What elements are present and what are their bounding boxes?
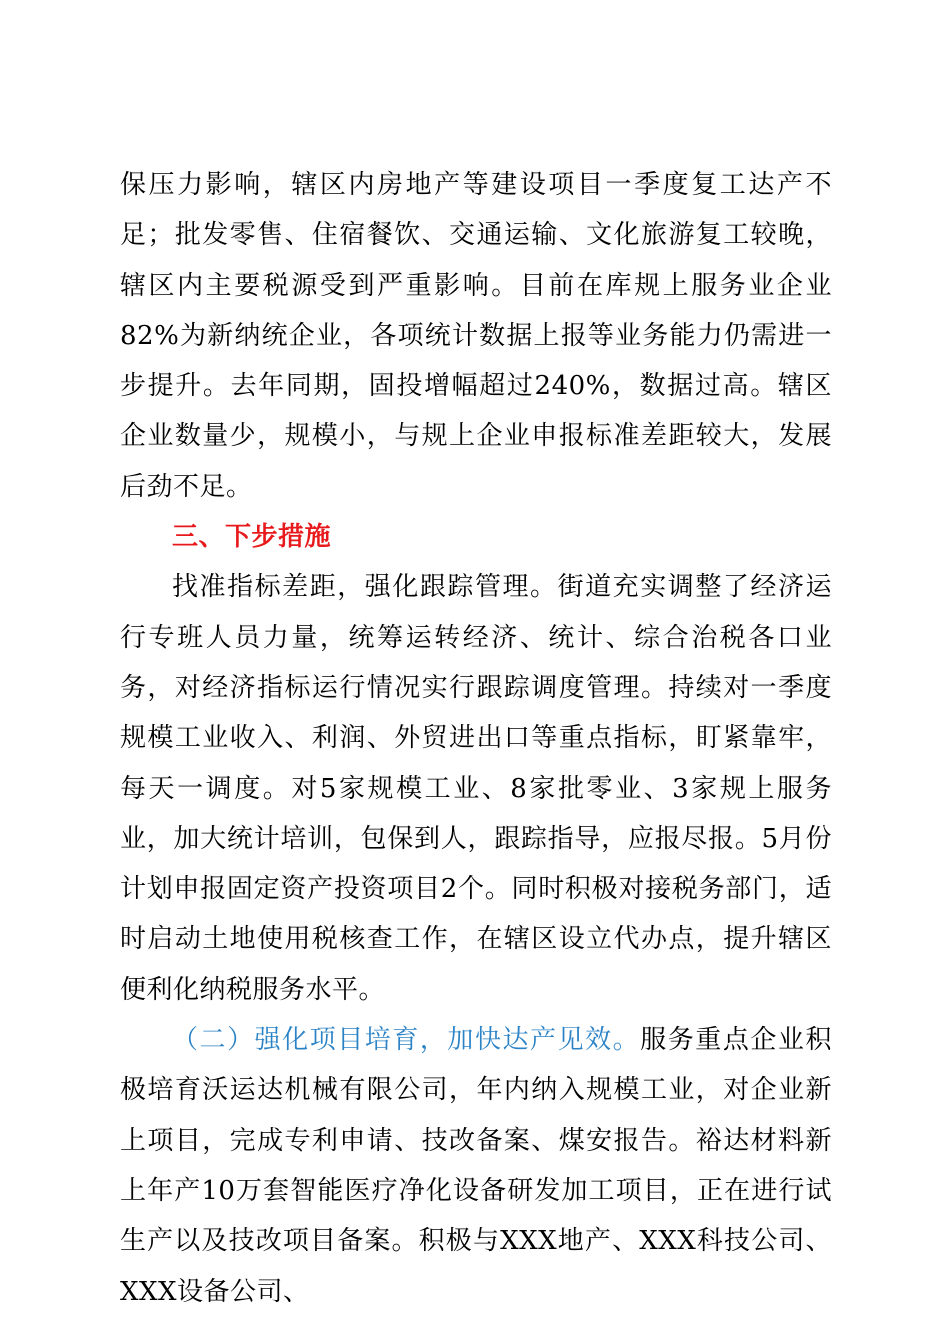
- body-paragraph-3: [120, 1015, 832, 1317]
- body-paragraph-1: 保压力影响，辖区内房地产等建设项目一季度复工达产不足；批发零售、住宿餐饮、交通运输、文化旅游复工较晚，辖区内主要税源受到严重影响。目前在库规上服务业企业82%为新纳统企业，各项统计数据上报等业务能力仍需进一步提升。去年同期，固投增幅超过240%，数据过高。辖区企业数量少，规模小，与规上企业申报标准差距较大，发展后劲不足。: [120, 170, 832, 502]
- body-paragraph-3-text: 服务重点企业积极培育沃运达机械有限公司，年内纳入规模工业，对企业新上项目，完成专利申请、技改备案、煤安报告。裕达材料新上年产10万套智能医疗净化设备研发加工项目，正在进行试生产以及技改项目备案。积极与XXX地产、XXX科技公司、XXX设备公司、: [120, 1025, 832, 1307]
- subsection-heading: （二）强化项目培育，加快达产见效。: [172, 1025, 641, 1056]
- document-body: [120, 160, 832, 1317]
- section-heading: 三、下步措施: [172, 522, 332, 553]
- body-paragraph-2: 找准指标差距，强化跟踪管理。街道充实调整了经济运行专班人员力量，统筹运转经济、统计、综合治税各口业务，对经济指标运行情况实行跟踪调度管理。持续对一季度规模工业收入、利润、外贸进出口等重点指标，盯紧靠牢，每天一调度。对5家规模工业、8家批零业、3家规上服务业，加大统计培训，包保到人，跟踪指导，应报尽报。5月份计划申报固定资产投资项目2个。同时积极对接税务部门，适时启动土地使用税核查工作，在辖区设立代办点，提升辖区便利化纳税服务水平。: [120, 572, 832, 1005]
